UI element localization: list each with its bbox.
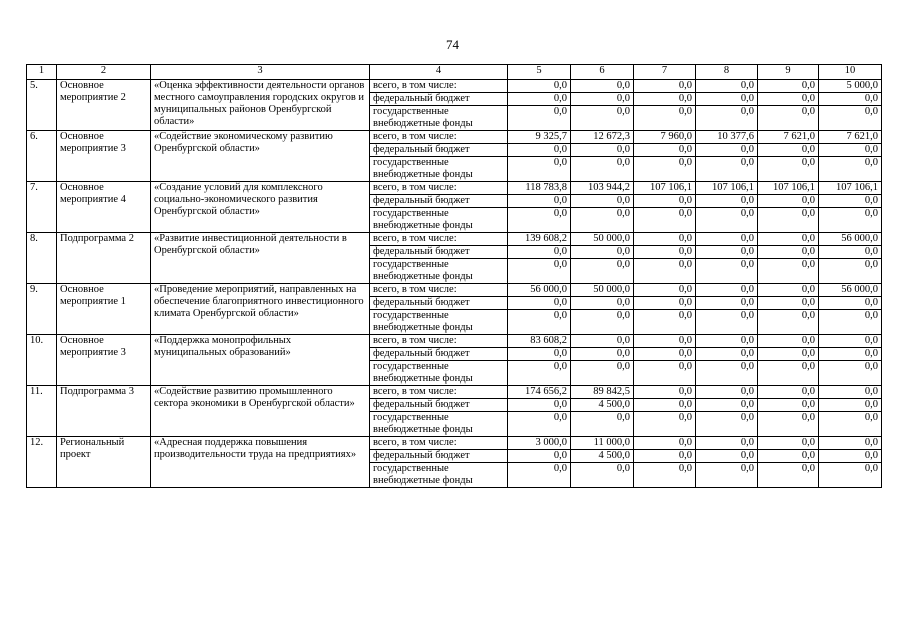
column-header: 10 (819, 65, 882, 80)
amount-cell: 0,0 (696, 259, 758, 284)
funding-source: федеральный бюджет (370, 93, 508, 106)
amount-cell: 0,0 (819, 195, 882, 208)
amount-cell: 0,0 (696, 348, 758, 361)
amount-cell: 0,0 (634, 208, 696, 233)
amount-cell: 0,0 (758, 386, 819, 399)
amount-cell: 7 960,0 (634, 131, 696, 144)
amount-cell: 0,0 (508, 297, 571, 310)
amount-cell: 174 656,2 (508, 386, 571, 399)
amount-cell: 0,0 (819, 450, 882, 463)
funding-source: государственные внебюджетные фонды (370, 157, 508, 182)
activity-title: «Проведение мероприятий, направленных на обеспечение благоприятного инвестиционного климата Оренбургской области» (151, 284, 370, 335)
funding-source: федеральный бюджет (370, 297, 508, 310)
table-body (27, 80, 882, 488)
activity-title: «Оценка эффективности деятельности органов местного самоуправления городских округов и муниципальных районов Оренбургской области» (151, 80, 370, 131)
amount-cell: 5 000,0 (819, 80, 882, 93)
amount-cell: 0,0 (508, 412, 571, 437)
amount-cell: 0,0 (696, 335, 758, 348)
amount-cell: 0,0 (634, 246, 696, 259)
amount-cell: 0,0 (819, 348, 882, 361)
funding-source: всего, в том числе: (370, 284, 508, 297)
amount-cell: 50 000,0 (571, 233, 634, 246)
amount-cell: 0,0 (819, 437, 882, 450)
funding-source: государственные внебюджетные фонды (370, 310, 508, 335)
amount-cell: 0,0 (758, 450, 819, 463)
amount-cell: 0,0 (696, 463, 758, 488)
row-number: 7. (27, 182, 57, 233)
amount-cell: 50 000,0 (571, 284, 634, 297)
amount-cell: 11 000,0 (571, 437, 634, 450)
amount-cell: 0,0 (508, 80, 571, 93)
amount-cell: 0,0 (696, 195, 758, 208)
column-header: 6 (571, 65, 634, 80)
amount-cell: 0,0 (758, 157, 819, 182)
amount-cell: 0,0 (571, 297, 634, 310)
funding-source: федеральный бюджет (370, 246, 508, 259)
amount-cell: 0,0 (819, 208, 882, 233)
amount-cell: 0,0 (508, 157, 571, 182)
funding-source: федеральный бюджет (370, 195, 508, 208)
activity-title: «Развитие инвестиционной деятельности в Оренбургской области» (151, 233, 370, 284)
amount-cell: 0,0 (634, 284, 696, 297)
row-number: 6. (27, 131, 57, 182)
amount-cell: 0,0 (819, 335, 882, 348)
amount-cell: 0,0 (508, 348, 571, 361)
table-row (27, 437, 882, 450)
amount-cell: 4 500,0 (571, 399, 634, 412)
amount-cell: 0,0 (634, 386, 696, 399)
funding-source: государственные внебюджетные фонды (370, 412, 508, 437)
amount-cell: 0,0 (634, 348, 696, 361)
amount-cell: 0,0 (819, 310, 882, 335)
amount-cell: 0,0 (819, 386, 882, 399)
amount-cell: 0,0 (758, 195, 819, 208)
amount-cell: 0,0 (634, 195, 696, 208)
amount-cell: 0,0 (508, 463, 571, 488)
amount-cell: 0,0 (634, 106, 696, 131)
amount-cell: 0,0 (571, 412, 634, 437)
amount-cell: 0,0 (758, 80, 819, 93)
amount-cell: 0,0 (571, 144, 634, 157)
activity-type: Подпрограмма 3 (57, 386, 151, 437)
amount-cell: 107 106,1 (819, 182, 882, 195)
amount-cell: 0,0 (819, 246, 882, 259)
table-row (27, 233, 882, 246)
amount-cell: 107 106,1 (696, 182, 758, 195)
amount-cell: 0,0 (758, 106, 819, 131)
amount-cell: 0,0 (571, 361, 634, 386)
amount-cell: 0,0 (696, 157, 758, 182)
amount-cell: 0,0 (634, 297, 696, 310)
amount-cell: 103 944,2 (571, 182, 634, 195)
activity-type: Основное мероприятие 2 (57, 80, 151, 131)
amount-cell: 0,0 (634, 361, 696, 386)
column-header: 7 (634, 65, 696, 80)
amount-cell: 0,0 (696, 284, 758, 297)
funding-source: федеральный бюджет (370, 144, 508, 157)
amount-cell: 0,0 (571, 348, 634, 361)
amount-cell: 0,0 (819, 399, 882, 412)
amount-cell: 0,0 (634, 437, 696, 450)
table-row (27, 335, 882, 348)
amount-cell: 12 672,3 (571, 131, 634, 144)
amount-cell: 0,0 (696, 246, 758, 259)
amount-cell: 0,0 (508, 208, 571, 233)
amount-cell: 0,0 (508, 399, 571, 412)
amount-cell: 0,0 (819, 144, 882, 157)
amount-cell: 118 783,8 (508, 182, 571, 195)
amount-cell: 0,0 (819, 106, 882, 131)
activity-type: Основное мероприятие 1 (57, 284, 151, 335)
amount-cell: 0,0 (696, 361, 758, 386)
amount-cell: 0,0 (758, 437, 819, 450)
amount-cell: 0,0 (696, 80, 758, 93)
amount-cell: 0,0 (571, 93, 634, 106)
amount-cell: 56 000,0 (508, 284, 571, 297)
amount-cell: 56 000,0 (819, 233, 882, 246)
amount-cell: 0,0 (571, 208, 634, 233)
amount-cell: 0,0 (696, 144, 758, 157)
amount-cell: 0,0 (634, 144, 696, 157)
amount-cell: 0,0 (508, 361, 571, 386)
funding-source: всего, в том числе: (370, 335, 508, 348)
amount-cell: 0,0 (571, 80, 634, 93)
table-row (27, 131, 882, 144)
amount-cell: 0,0 (571, 335, 634, 348)
amount-cell: 0,0 (758, 246, 819, 259)
amount-cell: 0,0 (819, 463, 882, 488)
column-header: 4 (370, 65, 508, 80)
amount-cell: 0,0 (758, 233, 819, 246)
amount-cell: 0,0 (508, 246, 571, 259)
amount-cell: 0,0 (696, 437, 758, 450)
activity-type: Основное мероприятие 3 (57, 335, 151, 386)
activity-type: Основное мероприятие 4 (57, 182, 151, 233)
funding-source: государственные внебюджетные фонды (370, 361, 508, 386)
funding-source: всего, в том числе: (370, 131, 508, 144)
amount-cell: 107 106,1 (634, 182, 696, 195)
activity-title: «Создание условий для комплексного социально-экономического развития Оренбургской области» (151, 182, 370, 233)
amount-cell: 0,0 (571, 157, 634, 182)
table-row (27, 284, 882, 297)
column-header: 1 (27, 65, 57, 80)
column-header: 2 (57, 65, 151, 80)
activity-title: «Содействие развитию промышленного сектора экономики в Оренбургской области» (151, 386, 370, 437)
funding-source: всего, в том числе: (370, 437, 508, 450)
amount-cell: 7 621,0 (819, 131, 882, 144)
amount-cell: 0,0 (634, 157, 696, 182)
funding-source: государственные внебюджетные фонды (370, 106, 508, 131)
amount-cell: 0,0 (758, 284, 819, 297)
amount-cell: 0,0 (696, 386, 758, 399)
row-number: 11. (27, 386, 57, 437)
activity-title: «Поддержка монопрофильных муниципальных образований» (151, 335, 370, 386)
activity-type: Региональный проект (57, 437, 151, 488)
page-number: 74 (446, 37, 459, 52)
amount-cell: 0,0 (634, 310, 696, 335)
amount-cell: 0,0 (571, 195, 634, 208)
amount-cell: 0,0 (696, 208, 758, 233)
column-header: 9 (758, 65, 819, 80)
amount-cell: 0,0 (571, 463, 634, 488)
amount-cell: 0,0 (819, 297, 882, 310)
amount-cell: 0,0 (696, 399, 758, 412)
column-header: 5 (508, 65, 571, 80)
funding-source: государственные внебюджетные фонды (370, 208, 508, 233)
amount-cell: 0,0 (634, 399, 696, 412)
row-number: 8. (27, 233, 57, 284)
amount-cell: 7 621,0 (758, 131, 819, 144)
amount-cell: 0,0 (634, 450, 696, 463)
amount-cell: 0,0 (696, 297, 758, 310)
activity-type: Подпрограмма 2 (57, 233, 151, 284)
amount-cell: 4 500,0 (571, 450, 634, 463)
amount-cell: 107 106,1 (758, 182, 819, 195)
amount-cell: 0,0 (508, 195, 571, 208)
amount-cell: 0,0 (696, 310, 758, 335)
amount-cell: 0,0 (819, 361, 882, 386)
amount-cell: 0,0 (508, 93, 571, 106)
amount-cell: 0,0 (634, 335, 696, 348)
table-row (27, 386, 882, 399)
amount-cell: 0,0 (508, 144, 571, 157)
amount-cell: 0,0 (634, 463, 696, 488)
amount-cell: 0,0 (758, 412, 819, 437)
amount-cell: 0,0 (696, 93, 758, 106)
funding-source: федеральный бюджет (370, 348, 508, 361)
amount-cell: 0,0 (819, 93, 882, 106)
amount-cell: 0,0 (508, 450, 571, 463)
table-row (27, 182, 882, 195)
amount-cell: 0,0 (696, 412, 758, 437)
row-number: 12. (27, 437, 57, 488)
funding-source: государственные внебюджетные фонды (370, 259, 508, 284)
amount-cell: 0,0 (634, 93, 696, 106)
amount-cell: 0,0 (758, 335, 819, 348)
amount-cell: 0,0 (758, 144, 819, 157)
amount-cell: 0,0 (571, 310, 634, 335)
amount-cell: 56 000,0 (819, 284, 882, 297)
amount-cell: 0,0 (634, 80, 696, 93)
table-row (27, 80, 882, 93)
funding-source: государственные внебюджетные фонды (370, 463, 508, 488)
amount-cell: 0,0 (508, 310, 571, 335)
amount-cell: 0,0 (508, 106, 571, 131)
budget-table (26, 64, 882, 488)
amount-cell: 0,0 (758, 310, 819, 335)
amount-cell: 10 377,6 (696, 131, 758, 144)
amount-cell: 0,0 (758, 93, 819, 106)
activity-title: «Адресная поддержка повышения производительности труда на предприятиях» (151, 437, 370, 488)
funding-source: всего, в том числе: (370, 233, 508, 246)
funding-source: всего, в том числе: (370, 182, 508, 195)
amount-cell: 0,0 (634, 412, 696, 437)
amount-cell: 0,0 (758, 399, 819, 412)
amount-cell: 0,0 (634, 233, 696, 246)
amount-cell: 139 608,2 (508, 233, 571, 246)
amount-cell: 0,0 (571, 259, 634, 284)
activity-type: Основное мероприятие 3 (57, 131, 151, 182)
row-number: 10. (27, 335, 57, 386)
funding-source: всего, в том числе: (370, 80, 508, 93)
amount-cell: 0,0 (696, 233, 758, 246)
amount-cell: 0,0 (696, 106, 758, 131)
amount-cell: 89 842,5 (571, 386, 634, 399)
amount-cell: 83 608,2 (508, 335, 571, 348)
amount-cell: 0,0 (758, 463, 819, 488)
amount-cell: 0,0 (634, 259, 696, 284)
amount-cell: 0,0 (819, 259, 882, 284)
amount-cell: 0,0 (758, 259, 819, 284)
amount-cell: 9 325,7 (508, 131, 571, 144)
column-header: 8 (696, 65, 758, 80)
activity-title: «Содействие экономическому развитию Оренбургской области» (151, 131, 370, 182)
amount-cell: 0,0 (571, 106, 634, 131)
funding-source: федеральный бюджет (370, 450, 508, 463)
amount-cell: 0,0 (819, 157, 882, 182)
header-row (27, 65, 882, 80)
amount-cell: 0,0 (758, 361, 819, 386)
amount-cell: 0,0 (758, 348, 819, 361)
amount-cell: 3 000,0 (508, 437, 571, 450)
funding-source: федеральный бюджет (370, 399, 508, 412)
amount-cell: 0,0 (819, 412, 882, 437)
column-header: 3 (151, 65, 370, 80)
row-number: 5. (27, 80, 57, 131)
amount-cell: 0,0 (571, 246, 634, 259)
amount-cell: 0,0 (696, 450, 758, 463)
row-number: 9. (27, 284, 57, 335)
amount-cell: 0,0 (758, 297, 819, 310)
funding-source: всего, в том числе: (370, 386, 508, 399)
amount-cell: 0,0 (758, 208, 819, 233)
amount-cell: 0,0 (508, 259, 571, 284)
